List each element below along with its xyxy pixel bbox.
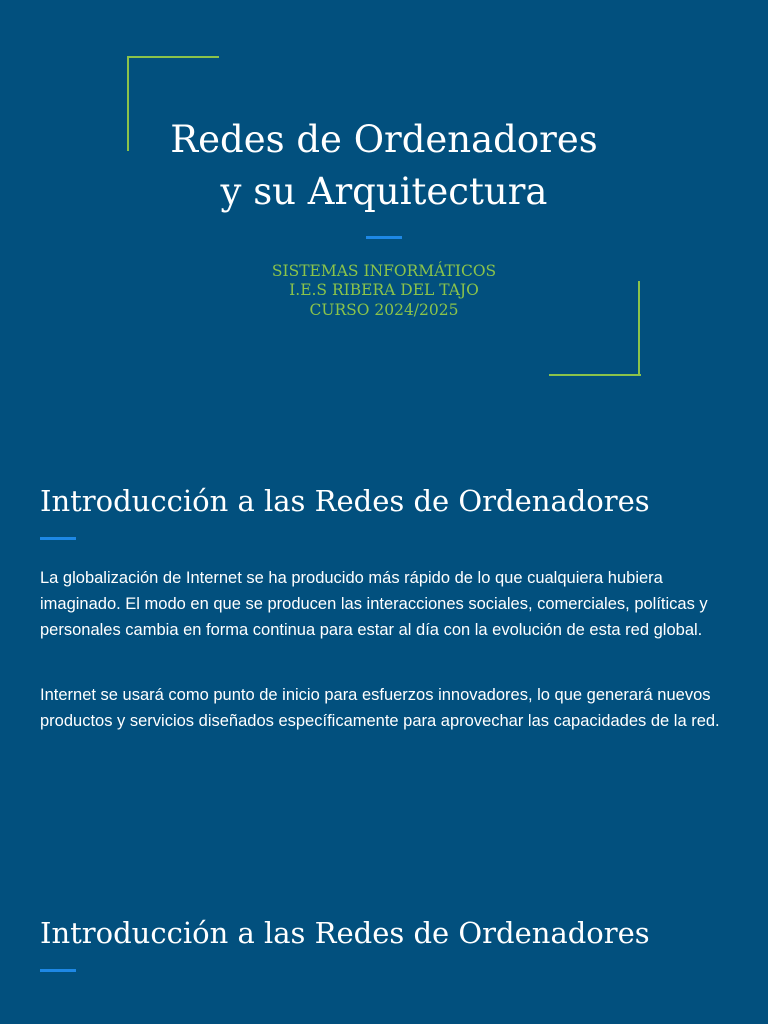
section-heading: Introducción a las Redes de Ordenadores xyxy=(40,484,650,518)
subtitle-course-subject: SISTEMAS INFORMÁTICOS xyxy=(271,262,497,280)
title-slide xyxy=(0,0,768,430)
subtitle-year: CURSO 2024/2025 xyxy=(309,301,459,319)
main-title-line2: y su Arquitectura xyxy=(220,170,548,213)
main-title-line1: Redes de Ordenadores xyxy=(170,118,598,161)
title-accent-bar xyxy=(366,236,402,239)
decorative-corner-bottom-right-vertical xyxy=(638,281,640,376)
decorative-corner-bottom-right xyxy=(549,374,641,376)
section-paragraph: La globalización de Internet se ha producido más rápido de lo que cualquiera hubiera imaginado. El modo en que se producen las interacciones sociales, comerciales, políticas y personales cambia en forma continua para estar al día con la evolución de esta red global. xyxy=(40,569,708,639)
subtitle-school: I.E.S RIBERA DEL TAJO xyxy=(289,281,479,299)
section-accent-bar xyxy=(40,537,76,540)
decorative-corner-top-left xyxy=(128,56,219,58)
section-paragraph: Internet se usará como punto de inicio para esfuerzos innovadores, lo que generará nuevos productos y servicios diseñados específicamente para aprovechar las capacidades de la red. xyxy=(40,686,720,730)
section-accent-bar xyxy=(40,969,76,972)
section-heading: Introducción a las Redes de Ordenadores xyxy=(40,916,650,950)
